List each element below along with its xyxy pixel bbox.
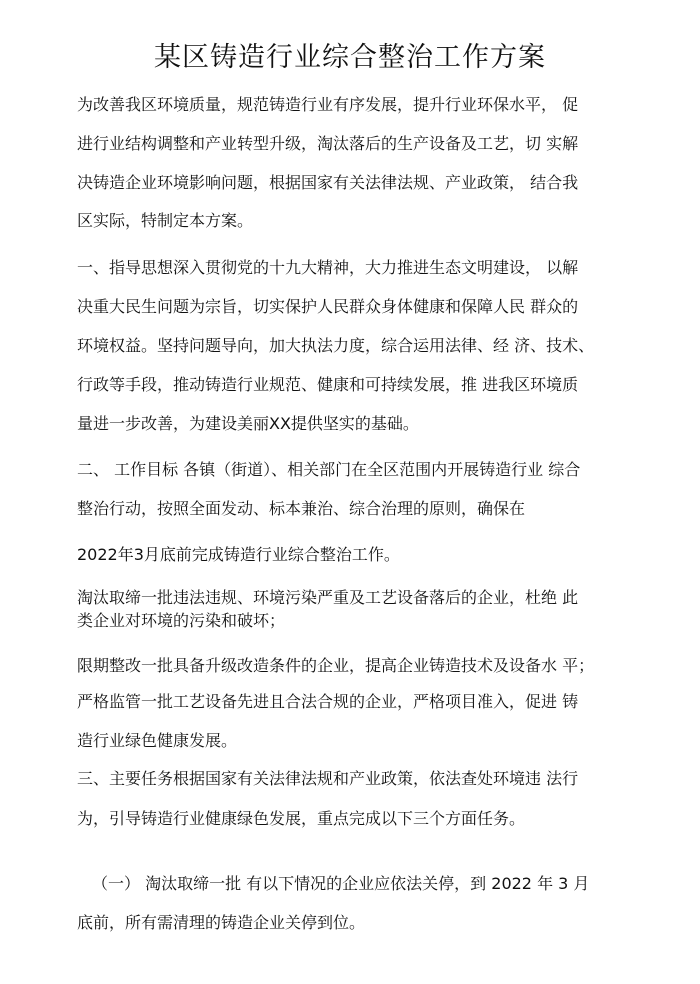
text-line: 整治行动，按照全面发动、标本兼治、综合治理的原则，确保在	[77, 499, 526, 518]
text-line: 区实际，特制定本方案。	[77, 211, 254, 230]
text-line: 行政等手段，推动铸造行业规范、健康和可持续发展，推 进我区环境质	[77, 375, 579, 394]
text-line: 淘汰取缔一批违法违规、环境污染严重及工艺设备落后的企业，杜绝 此	[77, 588, 579, 607]
text-line: 量进一步改善，为建设美丽XX提供坚实的基础。	[77, 414, 419, 433]
text-line: 环境权益。坚持问题导向，加大执法力度，综合运用法律、经 济、技术、	[77, 336, 595, 355]
text-line: 为改善我区环境质量，规范铸造行业有序发展，提升行业环保水平， 促	[77, 95, 579, 114]
text-line: 一、指导思想深入贯彻党的十九大精神，大力推进生态文明建设， 以解	[77, 258, 579, 277]
text-line: （一） 淘汰取缔一批 有以下情况的企业应依法关停，到 2022 年 3 月	[92, 874, 590, 893]
text-line: 三、主要任务根据国家有关法律法规和产业政策，依法查处环境违 法行	[77, 769, 579, 788]
text-line: 造行业绿色健康发展。	[77, 731, 238, 750]
text-line: 类企业对环境的污染和破坏；	[77, 611, 286, 630]
text-line: 严格监管一批工艺设备先进且合法合规的企业，严格项目准入，促进 铸	[77, 692, 579, 711]
text-line: 决铸造企业环境影响问题，根据国家有关法律法规、产业政策， 结合我	[77, 173, 579, 192]
text-line: 为，引导铸造行业健康绿色发展，重点完成以下三个方面任务。	[77, 809, 526, 828]
text-line: 二、 工作目标 各镇（街道）、相关部门在全区范围内开展铸造行业 综合	[77, 460, 581, 479]
text-line: 2022年3月底前完成铸造行业综合整治工作。	[77, 545, 400, 564]
text-line: 决重大民生问题为宗旨，切实保护人民群众身体健康和保障人民 群众的	[77, 297, 579, 316]
document-title: 某区铸造行业综合整治工作方案	[154, 42, 546, 73]
text-line: 底前，所有需清理的铸造企业关停到位。	[77, 913, 366, 932]
text-line: 进行业结构调整和产业转型升级，淘汰落后的生产设备及工艺，切 实解	[77, 134, 579, 153]
text-line: 限期整改一批具备升级改造条件的企业，提高企业铸造技术及设备水 平；	[77, 656, 595, 675]
